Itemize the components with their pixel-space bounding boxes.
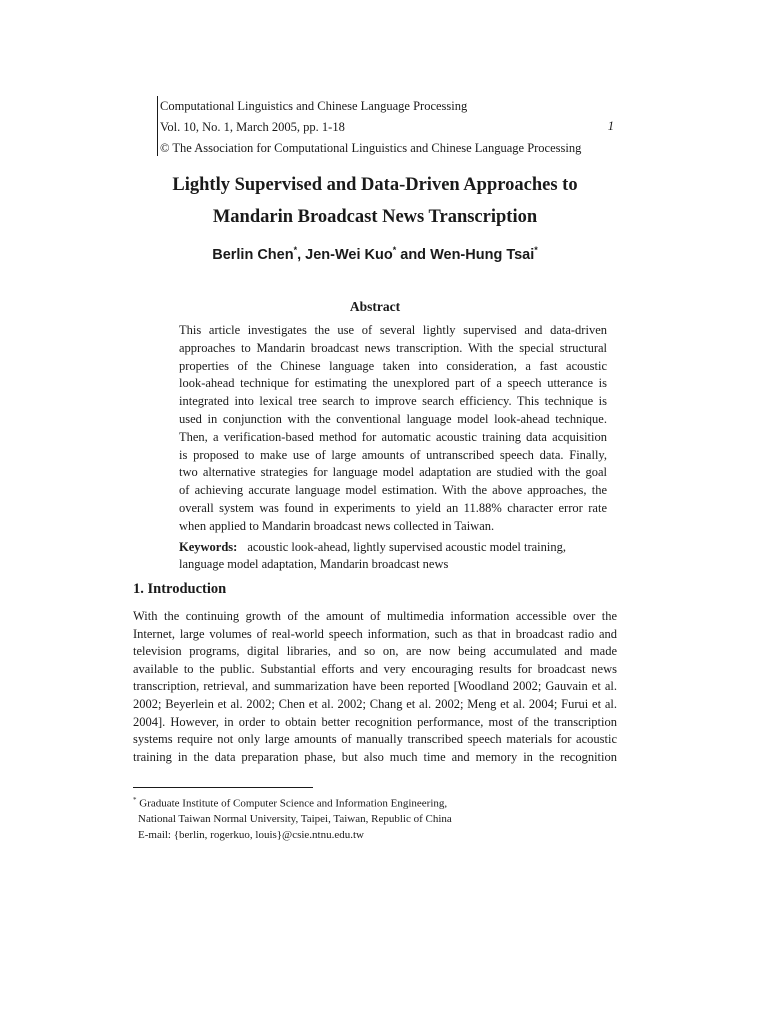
abstract-line: approaches to Mandarin broadcast news transcription. With the special structural	[179, 340, 607, 355]
section-heading: 1. Introduction	[133, 581, 227, 597]
body-line: systems require not only large amounts of manually transcribed speech materials for acoustic	[133, 732, 617, 747]
author-name: Jen-Wei Kuo	[305, 246, 393, 263]
body-line: training in the data preparation phase, but also much time and memory in the recognition	[133, 749, 617, 764]
abstract-line: properties of the Chinese language taken into consideration, a fast acoustic	[179, 358, 607, 373]
abstract-line: integrated into lexical tree search to improve search efficiency. This technique is	[179, 394, 607, 409]
journal-volume: Vol. 10, No. 1, March 2005, pp. 1-18	[160, 120, 345, 134]
abstract-heading: Abstract	[349, 299, 401, 314]
abstract-line: overall system was found in experiments to yield an 11.88% character error rate	[179, 500, 607, 515]
journal-header	[157, 96, 620, 156]
author-list	[120, 245, 630, 263]
body-line: television programs, digital libraries, and so on, are now being accumulated and made	[133, 644, 617, 659]
abstract-line: used in conjunction with the conventional language model look-ahead technique.	[179, 411, 607, 426]
abstract-line: of achieving accurate language model estimation. With the above approaches, the	[179, 483, 607, 498]
footnote-divider	[133, 787, 313, 788]
keywords-line: language model adaptation, Mandarin broadcast news	[179, 557, 449, 571]
abstract-line: when applied to Mandarin broadcast news collected in Taiwan.	[179, 518, 495, 533]
journal-name: Computational Linguistics and Chinese Language Processing	[160, 99, 468, 113]
abstract-line: look-ahead technique for estimating the unexplored part of a speech utterance is	[179, 376, 607, 391]
abstract-body	[179, 322, 607, 536]
body-line: 2002; Beyerlein et al. 2002; Chen et al. 2002; Chang et al. 2002; Meng et al. 2004; Furui et al.	[133, 696, 617, 711]
footnote-affiliation: Graduate Institute of Computer Science and Information Engineering,	[139, 797, 448, 810]
author-name: Berlin Chen	[212, 246, 294, 263]
author-name: Wen-Hung Tsai	[430, 246, 535, 263]
keywords-line: acoustic look-ahead, lightly supervised acoustic model training,	[247, 540, 566, 554]
abstract-line: two alternative strategies for language model adaptation are studied with the goal	[179, 465, 607, 480]
body-line: 2004]. However, in order to obtain better recognition performance, most of the transcription	[133, 714, 617, 729]
body-line: Internet, large volumes of real-world speech information, such as that in broadcast radio and	[133, 626, 617, 641]
introduction-body	[133, 608, 617, 766]
affiliation-mark: *	[392, 245, 397, 255]
body-line: With the continuing growth of the amount of multimedia information accessible over the	[133, 609, 617, 623]
footnote	[133, 793, 617, 843]
abstract-line: This article investigates the use of several lightly supervised and data-driven	[179, 323, 607, 337]
paper-title-line-1: Lightly Supervised and Data-Driven Approaches to	[172, 175, 578, 195]
keywords-label: Keywords:	[179, 540, 238, 554]
abstract-line: is proposed to make use of large amounts of untranscribed speech data. Finally,	[179, 447, 607, 462]
body-line: available to the public. Substantial efforts and very encouraging results for broadcast news	[133, 661, 617, 676]
paper-title-line-2: Mandarin Broadcast News Transcription	[212, 207, 538, 227]
body-line: transcription, retrieval, and summarization have been reported [Woodland 2002; Gauvain et al.	[133, 679, 617, 694]
page-number: 1	[607, 119, 614, 133]
footnote-mark: *	[133, 796, 137, 804]
affiliation-mark: *	[293, 245, 298, 255]
footnote-email: E-mail: {berlin, rogerkuo, louis}@csie.ntnu.edu.tw	[138, 828, 364, 841]
keywords-block	[179, 539, 609, 573]
author-separator: ,	[297, 246, 306, 263]
author-separator: and	[396, 246, 431, 263]
affiliation-mark: *	[534, 245, 538, 255]
footnote-address: National Taiwan Normal University, Taipei, Taiwan, Republic of China	[138, 813, 452, 826]
journal-copyright: © The Association for Computational Linguistics and Chinese Language Processing	[160, 141, 582, 155]
abstract-line: Then, a verification-based method for automatic acoustic training data acquisition	[179, 429, 607, 444]
